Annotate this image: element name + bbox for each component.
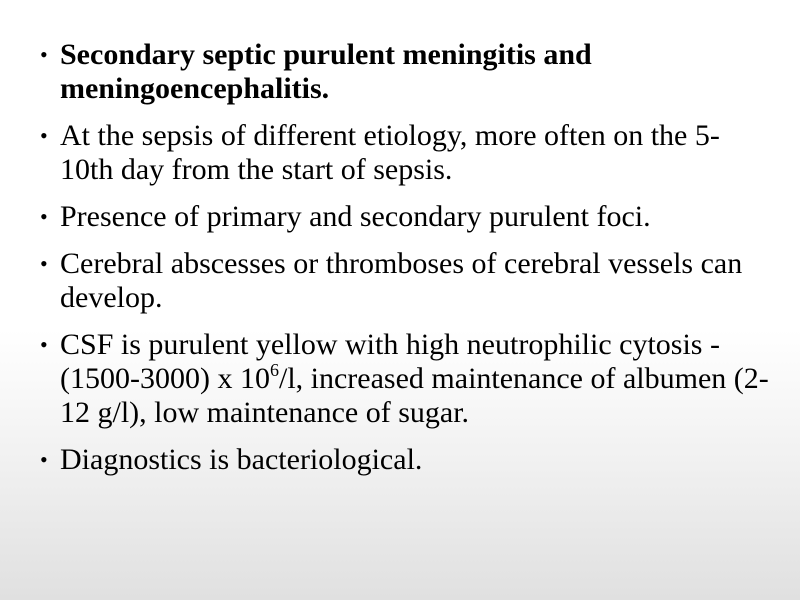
bullet-icon: •	[40, 447, 48, 472]
bullet-text: Diagnostics is bacteriological.	[60, 443, 423, 476]
bullet-item-sepsis-timing	[40, 119, 770, 187]
bullet-item-diagnostics	[40, 443, 770, 477]
bullet-item-csf	[40, 328, 770, 430]
bullet-text: At the sepsis of different etiology, more often on the 5-10th day from the start of sepsis.	[60, 119, 720, 186]
bullet-text: Secondary septic purulent meningitis and meningoencephalitis.	[60, 38, 592, 105]
bullet-icon: •	[40, 251, 48, 276]
bullet-item-foci	[40, 200, 770, 234]
bullet-icon: •	[40, 123, 48, 148]
bullet-text-before: CSF is purulent yellow with high neutrophilic cytosis - (1500-3000) x 10	[60, 328, 720, 395]
bullet-icon: •	[40, 204, 48, 229]
bullet-text-after: /l, increased maintenance of albumen (2-12 g/l), low maintenance of sugar.	[60, 362, 769, 429]
bullet-icon: •	[40, 42, 48, 67]
bullet-item-abscesses	[40, 247, 770, 315]
bullet-icon: •	[40, 332, 48, 357]
bullet-item-heading	[40, 38, 770, 106]
bullet-text: Presence of primary and secondary purulent foci.	[60, 200, 651, 233]
bullet-list	[40, 38, 770, 490]
bullet-text: Cerebral abscesses or thromboses of cerebral vessels can develop.	[60, 247, 743, 314]
bullet-superscript: 6	[269, 360, 279, 380]
